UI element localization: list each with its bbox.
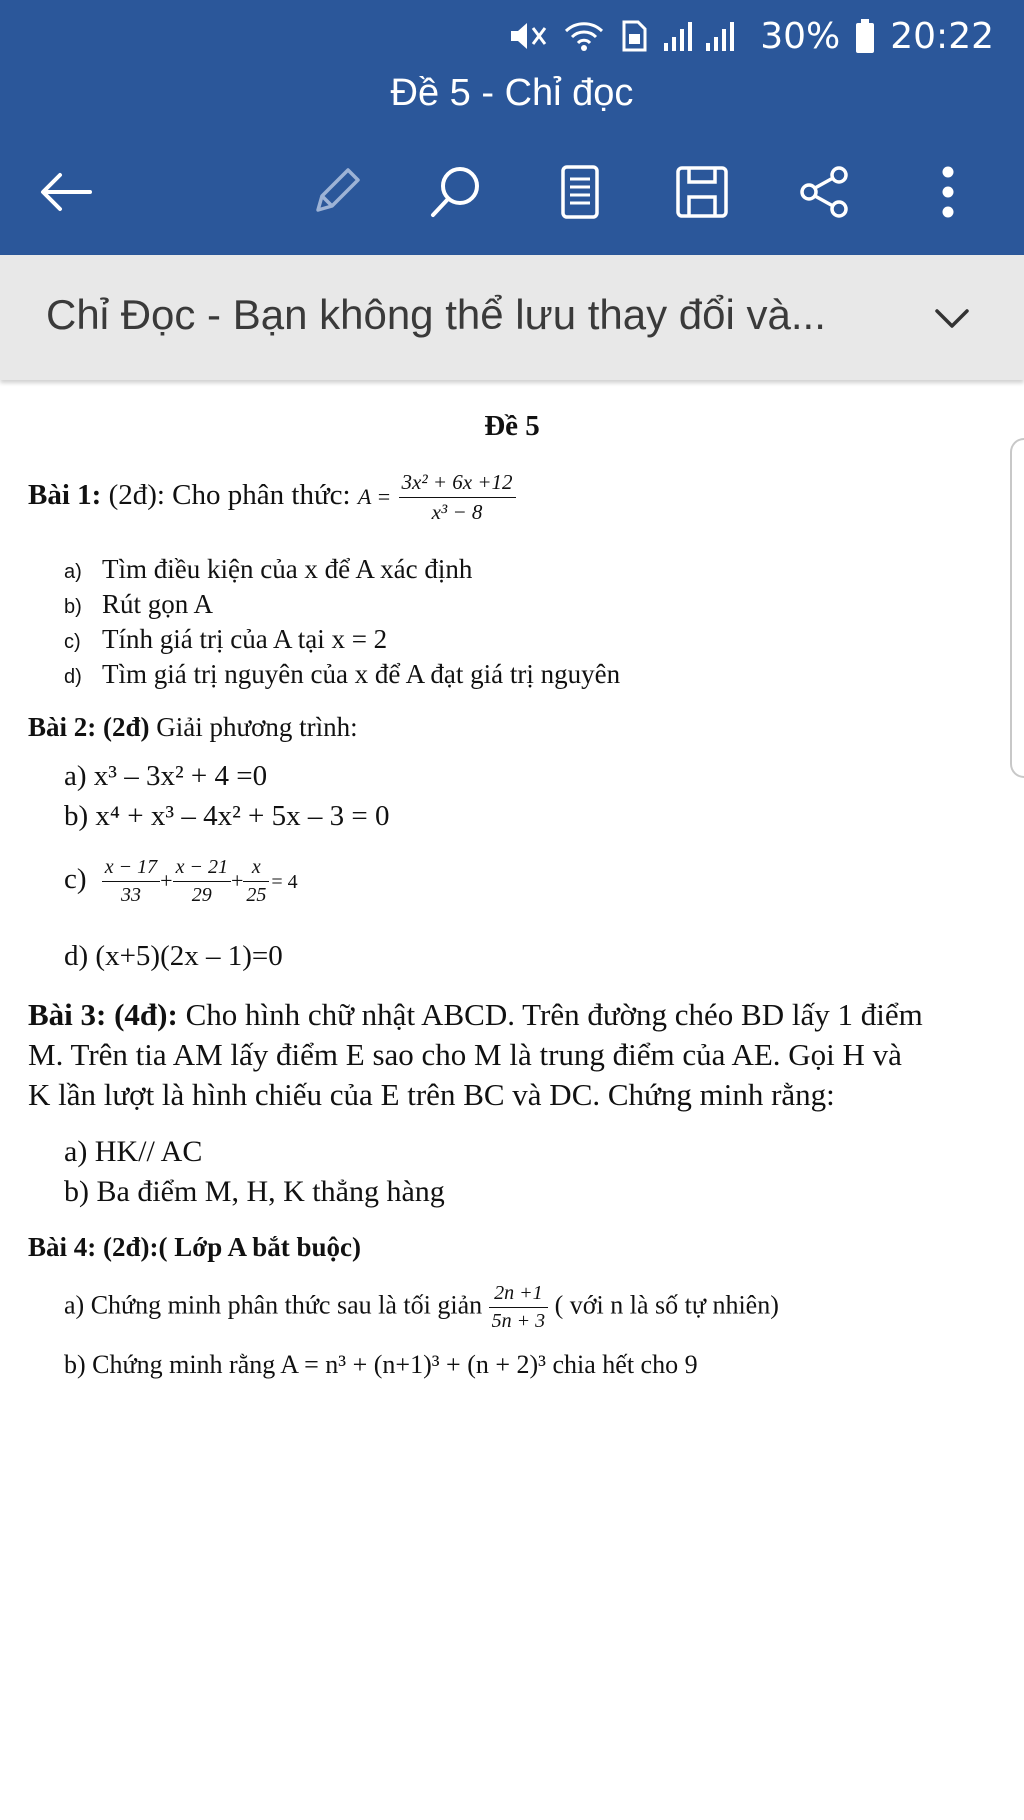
read-only-banner-text: Chỉ Đọc - Bạn không thể lưu thay đổi và... bbox=[46, 291, 826, 338]
bai1-item-c: c) Tính giá trị của A tại x = 2 bbox=[64, 624, 388, 654]
mute-icon bbox=[508, 19, 548, 53]
bai3-line-3: K lần lượt là hình chiếu của E trên BC và DC. Chứng minh rằng: bbox=[28, 1077, 835, 1112]
bai3-item-b: b) Ba điểm M, H, K thẳng hàng bbox=[64, 1175, 445, 1208]
bai2-item-a: a) x³ – 3x² + 4 =0 bbox=[64, 760, 268, 792]
chevron-down-icon bbox=[934, 308, 970, 330]
bai2-text: Giải phương trình: bbox=[149, 712, 358, 742]
save-button[interactable] bbox=[670, 160, 734, 224]
bai4-heading bbox=[28, 1232, 361, 1263]
clock: 20:22 bbox=[890, 15, 994, 57]
bai2-c-fraction-2: $\frac{x - 21}{29}$ bbox=[173, 856, 231, 907]
search-icon bbox=[427, 163, 485, 221]
bai2-item-b: b) x⁴ + x³ – 4x² + 5x – 3 = 0 bbox=[64, 800, 390, 832]
bai4-item-b: b) Chứng minh rằng A = n³ + (n+1)³ + (n + 2)³ chia hết cho 9 bbox=[64, 1350, 698, 1379]
more-options-button[interactable] bbox=[916, 160, 980, 224]
bai2-c-fraction-3: $\frac{x}{25}$ bbox=[243, 856, 269, 907]
bai4-a-fraction: $\frac{2n +1}{5n + 3}$ bbox=[489, 1282, 549, 1333]
bai1-item-b: b) Rút gọn A bbox=[64, 589, 214, 619]
bai4-label: Bài 4: (2đ):( Lớp A bắt buộc) bbox=[28, 1232, 361, 1262]
bai1-item-d: d) Tìm giá trị nguyên của x để A đạt giá trị nguyên bbox=[64, 659, 621, 689]
bai2-c-fraction-1: $\frac{x - 17}{33}$ bbox=[102, 856, 160, 907]
bai2-item-d: d) (x+5)(2x – 1)=0 bbox=[64, 940, 283, 972]
exam-title: Đề 5 bbox=[484, 410, 540, 442]
bai2-c-rhs: = 4 bbox=[271, 871, 298, 894]
bai1-formula-den: x³ − 8 bbox=[431, 500, 483, 524]
reading-view-button[interactable] bbox=[548, 160, 612, 224]
share-button[interactable] bbox=[792, 160, 856, 224]
bai1-label: Bài 1: bbox=[28, 479, 102, 512]
bai2-item-c: c) $\frac{x - 17}{33}$ + $\frac{x - 21}{29}$ + $\frac{x}{25}$ = 4 bbox=[64, 856, 298, 906]
sim-icon bbox=[620, 19, 648, 53]
save-icon bbox=[673, 163, 731, 221]
bai1-formula bbox=[399, 470, 516, 525]
signal-icon bbox=[662, 19, 746, 53]
bai4-item-a: a) Chứng minh phân thức sau là tối giản $\frac{2n +1}{5n + 3}$ ( với n là số tự nhiên) bbox=[64, 1282, 779, 1332]
reading-view-icon bbox=[558, 163, 602, 221]
read-only-banner[interactable] bbox=[0, 255, 1024, 380]
bai2-heading bbox=[28, 712, 358, 743]
battery-percent: 30% bbox=[760, 15, 841, 57]
bai3-line-2: M. Trên tia AM lấy điểm E sao cho M là trung điểm của AE. Gọi H và bbox=[28, 1037, 902, 1072]
bai3-line-1: Bài 3: (4đ): Cho hình chữ nhật ABCD. Trên đường chéo BD lấy 1 điểm bbox=[28, 997, 923, 1032]
back-icon bbox=[38, 170, 94, 214]
bai3-item-a: a) HK// AC bbox=[64, 1135, 203, 1168]
bai1-item-a: a) Tìm điều kiện của x để A xác định bbox=[64, 554, 473, 584]
scrollbar[interactable] bbox=[1010, 438, 1024, 778]
pencil-icon bbox=[308, 164, 364, 220]
banner-expand-button[interactable] bbox=[926, 293, 978, 345]
bai1-text: (2đ): Cho phân thức: bbox=[101, 479, 358, 512]
bai3-label: Bài 3: (4đ): bbox=[28, 997, 178, 1032]
bai1-heading bbox=[28, 470, 516, 525]
battery-icon bbox=[854, 18, 876, 54]
edit-button[interactable] bbox=[304, 160, 368, 224]
back-button[interactable] bbox=[34, 160, 98, 224]
bai1-formula-lhs: A = bbox=[357, 484, 392, 510]
bai2-label: Bài 2: (2đ) bbox=[28, 712, 150, 742]
document-title: Đề 5 - Chỉ đọc bbox=[390, 72, 634, 114]
wifi-icon bbox=[562, 19, 606, 53]
more-icon bbox=[938, 164, 958, 220]
app-header bbox=[0, 0, 1024, 255]
search-button[interactable] bbox=[424, 160, 488, 224]
status-bar bbox=[508, 12, 994, 60]
bai1-formula-num: 3x² + 6x +12 bbox=[399, 470, 516, 498]
share-icon bbox=[795, 163, 853, 221]
